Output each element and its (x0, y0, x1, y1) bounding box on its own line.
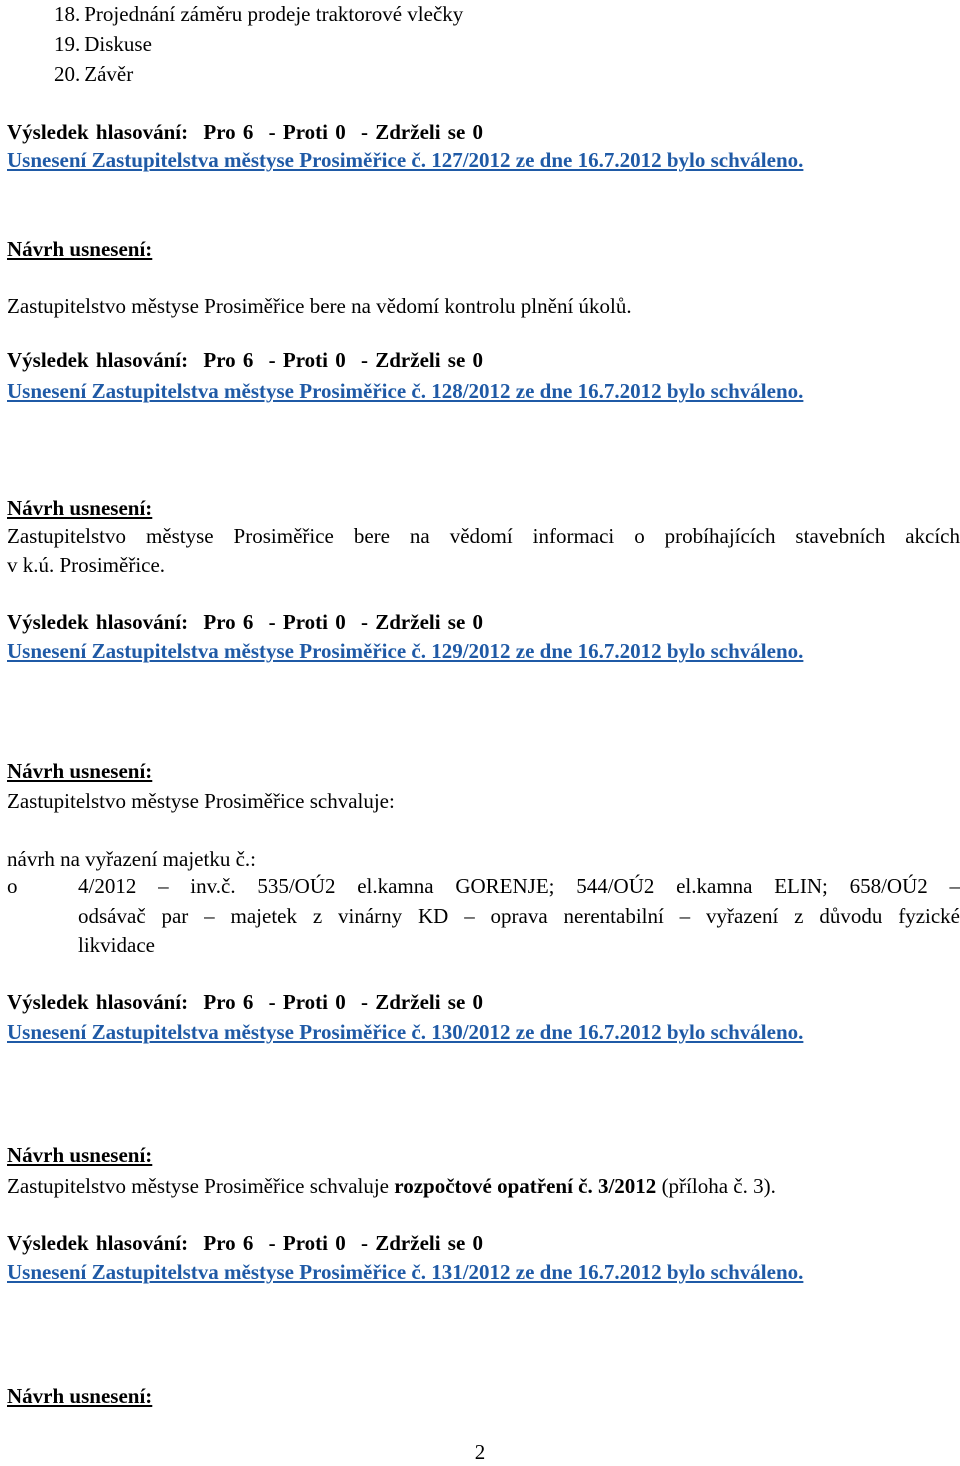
bullet-mark: o (7, 874, 18, 898)
vote-label: Výsledek hlasování: (7, 610, 189, 634)
vote-label: Výsledek hlasování: (7, 120, 189, 144)
bullet-text-continued: likvidace (78, 933, 155, 957)
resolution-129: Usnesení Zastupitelstva městyse Prosiměřice č. 129/2012 ze dne 16.7.2012 bylo schváleno. (7, 639, 804, 663)
agenda-text: Diskuse (84, 32, 152, 56)
vote-against: - Proti 0 (268, 990, 346, 1014)
vote-for: Pro 6 (203, 610, 254, 634)
proposal-text (7, 1172, 776, 1200)
bullet-text-continued: odsávač par – majetek z vinárny KD – oprava nerentabilní – vyřazení z důvodu fyzické (78, 904, 960, 928)
vote-abstain: - Zdrželi se 0 (361, 120, 484, 144)
budget-measure: rozpočtové opatření č. 3/2012 (394, 1174, 657, 1198)
resolution-131: Usnesení Zastupitelstva městyse Prosiměřice č. 131/2012 ze dne 16.7.2012 bylo schváleno. (7, 1260, 804, 1284)
agenda-text: Závěr (84, 62, 134, 86)
proposal-heading: Návrh usnesení: (7, 496, 153, 520)
vote-result (7, 118, 491, 146)
proposal-text-suffix: (příloha č. 3). (656, 1174, 776, 1198)
vote-for: Pro 6 (203, 348, 254, 372)
agenda-number: 19. (54, 32, 81, 56)
vote-abstain: - Zdrželi se 0 (361, 990, 484, 1014)
agenda-number: 18. (54, 2, 81, 26)
agenda-number: 20. (54, 62, 81, 86)
proposal-heading: Návrh usnesení: (7, 759, 153, 783)
vote-for: Pro 6 (203, 120, 254, 144)
proposal-text: Zastupitelstvo městyse Prosiměřice bere na vědomí kontrolu plnění úkolů. (7, 294, 632, 318)
resolution-130: Usnesení Zastupitelstva městyse Prosiměřice č. 130/2012 ze dne 16.7.2012 bylo schváleno. (7, 1020, 804, 1044)
resolution-128: Usnesení Zastupitelstva městyse Prosiměřice č. 128/2012 ze dne 16.7.2012 bylo schváleno. (7, 379, 804, 403)
proposal-heading: Návrh usnesení: (7, 237, 153, 261)
agenda-item-19 (54, 30, 152, 58)
vote-result (7, 346, 491, 374)
vote-result (7, 1229, 491, 1257)
proposal-heading: Návrh usnesení: (7, 1143, 153, 1167)
vote-label: Výsledek hlasování: (7, 1231, 189, 1255)
vote-abstain: - Zdrželi se 0 (361, 610, 484, 634)
proposal-text-prefix: Zastupitelstvo městyse Prosiměřice schvaluje (7, 1174, 395, 1198)
page-number: 2 (474, 1440, 486, 1464)
vote-against: - Proti 0 (268, 610, 346, 634)
vote-against: - Proti 0 (268, 120, 346, 144)
resolution-127: Usnesení Zastupitelstva městyse Prosiměřice č. 127/2012 ze dne 16.7.2012 bylo schváleno. (7, 148, 804, 172)
agenda-item-20 (54, 60, 133, 88)
agenda-text: Projednání záměru prodeje traktorové vlečky (84, 2, 464, 26)
vote-result (7, 608, 491, 636)
disposal-intro: návrh na vyřazení majetku č.: (7, 847, 256, 871)
vote-abstain: - Zdrželi se 0 (361, 348, 484, 372)
proposal-heading: Návrh usnesení: (7, 1384, 153, 1408)
vote-abstain: - Zdrželi se 0 (361, 1231, 484, 1255)
vote-for: Pro 6 (203, 1231, 254, 1255)
vote-result (7, 988, 491, 1016)
proposal-text-continued: v k.ú. Prosiměřice. (7, 553, 166, 577)
proposal-text: Zastupitelstvo městyse Prosiměřice bere na vědomí informaci o probíhajících stavebních akcích (7, 524, 960, 548)
vote-for: Pro 6 (203, 990, 254, 1014)
bullet-text: 4/2012 – inv.č. 535/OÚ2 el.kamna GORENJE; 544/OÚ2 el.kamna ELIN; 658/OÚ2 – (78, 874, 960, 898)
agenda-item-18 (54, 0, 463, 28)
vote-label: Výsledek hlasování: (7, 348, 189, 372)
proposal-text: Zastupitelstvo městyse Prosiměřice schvaluje: (7, 789, 395, 813)
vote-against: - Proti 0 (268, 1231, 346, 1255)
vote-against: - Proti 0 (268, 348, 346, 372)
vote-label: Výsledek hlasování: (7, 990, 189, 1014)
